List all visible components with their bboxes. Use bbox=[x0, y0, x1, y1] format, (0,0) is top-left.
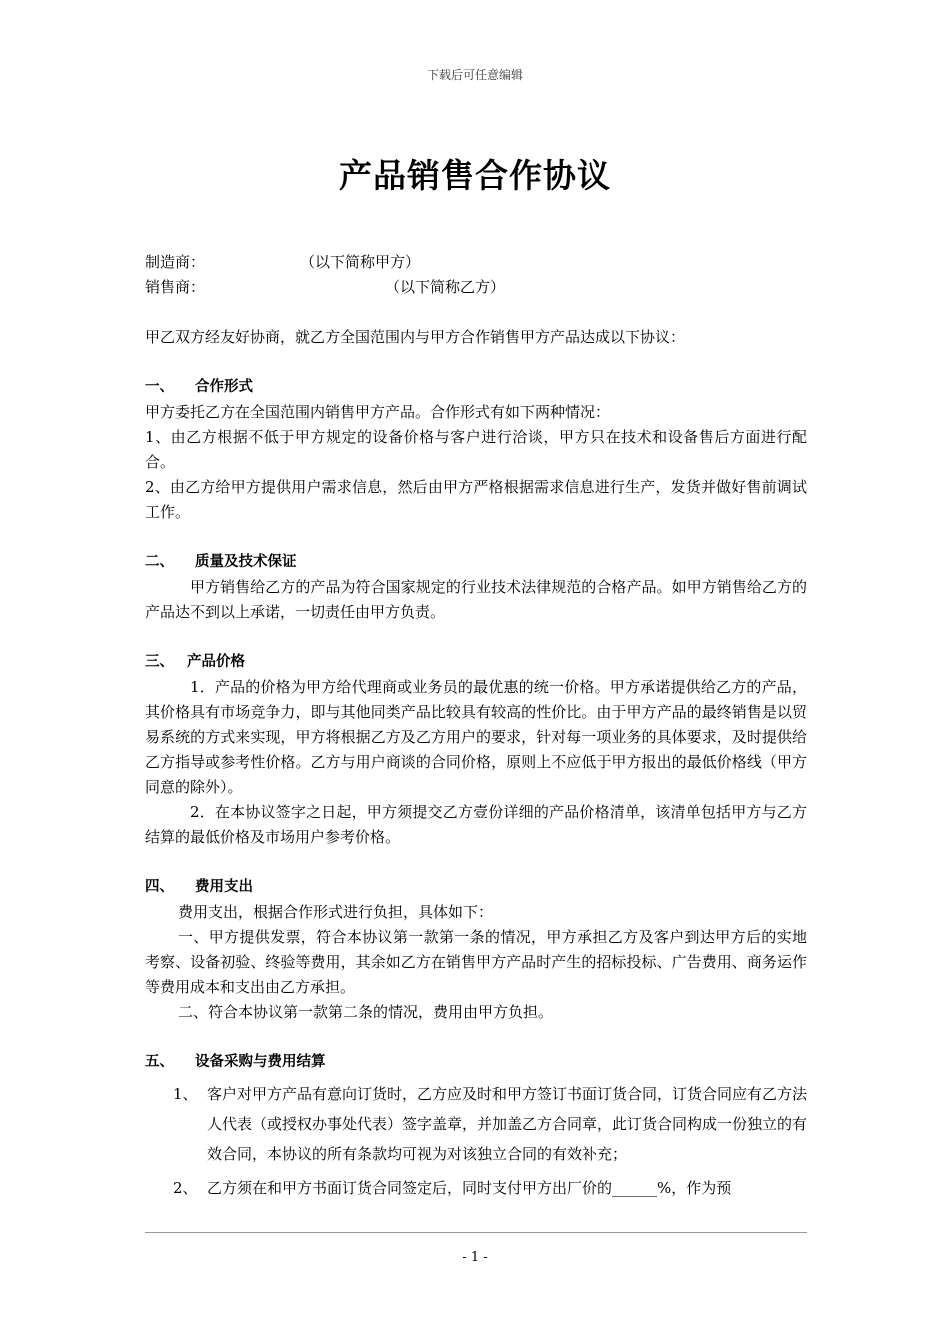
section-title: 费用支出 bbox=[195, 879, 253, 895]
list-item bbox=[145, 1173, 807, 1203]
section-number: 一、 bbox=[145, 379, 174, 395]
section-number: 五、 bbox=[145, 1054, 174, 1070]
section-title: 产品价格 bbox=[187, 654, 245, 670]
section-paragraph: 1．产品的价格为甲方给代理商或业务员的最优惠的统一价格。甲方承诺提供给乙方的产品，其价格具有市场竞争力，即与其他同类产品比较具有较高的性价比。由于甲方产品的最终销售是以贸易系统的方式来实现，甲方将根据乙方及乙方用户的要求，针对每一项业务的具体要求，及时提供给乙方指导或参考性价格。乙方与用户商谈的合同价格，原则上不应低于甲方报出的最低价格线（甲方同意的除外）。 bbox=[145, 678, 807, 796]
section-paragraph: 2．在本协议签字之日起，甲方须提交乙方壹份详细的产品价格清单，该清单包括甲方与乙方结算的最低价格及市场用户参考价格。 bbox=[145, 803, 807, 846]
page-header-note: 下载后可任意编辑 bbox=[426, 68, 523, 82]
list-item-text: 客户对甲方产品有意向订货时，乙方应及时和甲方签订书面订货合同，订货合同应有乙方法人代表（或授权办事处代表）签字盖章，并加盖乙方合同章，此订货合同构成一份独立的有效合同，本协议的所有条款均可视为对该独立合同的有效补充； bbox=[207, 1085, 808, 1163]
document-title: 产品销售合作协议 bbox=[339, 156, 611, 195]
section-heading-4 bbox=[145, 875, 807, 900]
list-item-text: 乙方须在和甲方书面订货合同签定后，同时支付甲方出厂价的______%，作为预 bbox=[207, 1179, 732, 1197]
section-paragraph: 甲方委托乙方在全国范围内销售甲方产品。合作形式有如下两种情况： bbox=[145, 403, 611, 421]
party-note: （以下简称甲方） bbox=[300, 253, 421, 271]
page-number: - 1 - bbox=[462, 1250, 488, 1265]
section-paragraph: 二、符合本协议第一款第二条的情况，费用由甲方负担。 bbox=[178, 1003, 554, 1021]
party-note: （以下简称乙方） bbox=[385, 278, 506, 296]
party-label: 制造商： bbox=[145, 253, 206, 271]
section-number: 三、 bbox=[145, 654, 174, 670]
section-heading-3 bbox=[145, 650, 807, 675]
document-body bbox=[145, 250, 807, 1203]
party-distributor bbox=[145, 275, 807, 300]
intro-paragraph: 甲乙双方经友好协商，就乙方全国范围内与甲方合作销售甲方产品达成以下协议： bbox=[145, 328, 686, 346]
section-paragraph: 2、由乙方给甲方提供用户需求信息，然后由甲方严格根据需求信息进行生产，发货并做好售前调试工作。 bbox=[145, 478, 807, 521]
section-paragraph: 甲方销售给乙方的产品为符合国家规定的行业技术法律规范的合格产品。如甲方销售给乙方的产品达不到以上承诺，一切责任由甲方负责。 bbox=[145, 578, 807, 621]
party-label: 销售商： bbox=[145, 278, 206, 296]
list-item-number: 1、 bbox=[173, 1085, 198, 1103]
section-title: 质量及技术保证 bbox=[195, 554, 297, 570]
section-title: 设备采购与费用结算 bbox=[195, 1054, 326, 1070]
section-paragraph: 1、由乙方根据不低于甲方规定的设备价格与客户进行洽谈，甲方只在技术和设备售后方面进行配合。 bbox=[145, 428, 807, 471]
section-heading-2 bbox=[145, 550, 807, 575]
list-item-number: 2、 bbox=[173, 1179, 198, 1197]
list-item bbox=[145, 1079, 807, 1169]
section-title: 合作形式 bbox=[195, 379, 253, 395]
section-heading-1 bbox=[145, 375, 807, 400]
section-heading-5 bbox=[145, 1050, 807, 1075]
section-number: 四、 bbox=[145, 879, 174, 895]
section-paragraph: 一、甲方提供发票，符合本协议第一款第一条的情况，甲方承担乙方及客户到达甲方后的实地考察、设备初验、终验等费用，其余如乙方在销售甲方产品时产生的招标投标、广告费用、商务运作等费用成本和支出由乙方承担。 bbox=[145, 928, 807, 996]
footer-divider bbox=[145, 1232, 807, 1233]
section-number: 二、 bbox=[145, 554, 174, 570]
party-manufacturer bbox=[145, 250, 807, 275]
section-paragraph: 费用支出，根据合作形式进行负担，具体如下： bbox=[178, 903, 494, 921]
